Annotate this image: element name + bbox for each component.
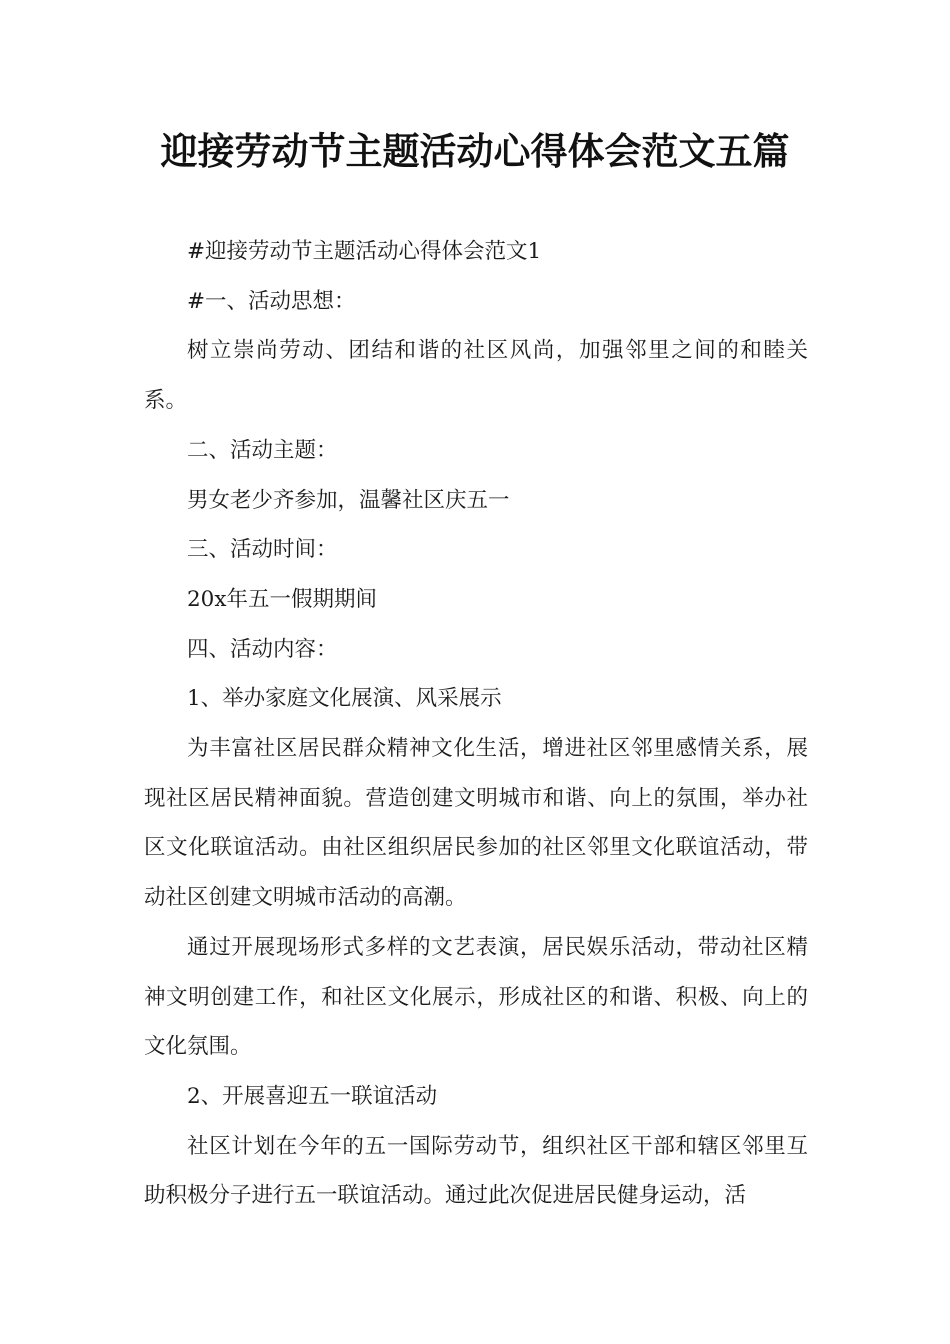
paragraph: 四、活动内容： bbox=[187, 636, 338, 662]
paragraph: #迎接劳动节主题活动心得体会范文1 bbox=[187, 239, 542, 264]
paragraph: 为丰富社区居民群众精神文化生活，增进社区邻里感情关系，展现社区居民精神面貌。营造创建文明城市和谐、向上的氛围，举办社区文化联谊活动。由社区组织居民参加的社区邻里文化联谊活动，带动社区创建文明城市活动的高潮。 bbox=[144, 736, 808, 911]
document-title: 迎接劳动节主题活动心得体会范文五篇 bbox=[160, 130, 790, 173]
paragraph: 1、举办家庭文化展演、风采展示 bbox=[187, 686, 502, 712]
paragraph: 二、活动主题： bbox=[187, 437, 338, 463]
paragraph: 2、开展喜迎五一联谊活动 bbox=[187, 1083, 438, 1109]
paragraph: 社区计划在今年的五一国际劳动节，组织社区干部和辖区邻里互助积极分子进行五一联谊活动。通过此次促进居民健身运动，活 bbox=[144, 1133, 808, 1209]
paragraph: 男女老少齐参加，温馨社区庆五一 bbox=[187, 487, 510, 513]
paragraph: #一、活动思想： bbox=[187, 288, 356, 314]
document-body bbox=[144, 227, 808, 1221]
paragraph: 通过开展现场形式多样的文艺表演，居民娱乐活动，带动社区精神文明创建工作，和社区文化展示，形成社区的和谐、积极、向上的文化氛围。 bbox=[144, 934, 808, 1060]
paragraph: 树立崇尚劳动、团结和谐的社区风尚，加强邻里之间的和睦关系。 bbox=[144, 338, 808, 414]
paragraph: 三、活动时间： bbox=[187, 537, 338, 563]
paragraph: 20x年五一假期期间 bbox=[187, 586, 377, 612]
